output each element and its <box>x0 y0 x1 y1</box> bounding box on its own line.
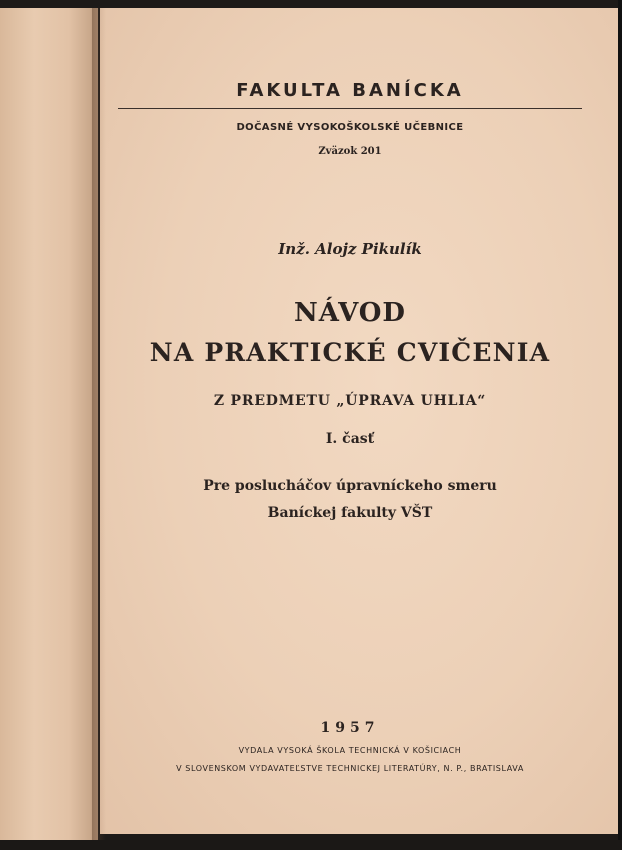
series-name: DOČASNÉ VYSOKOŠKOLSKÉ UČEBNICE <box>236 122 464 133</box>
faculty-heading: FAKULTA BANÍCKA <box>236 80 464 101</box>
book-title-line-2: NA PRAKTICKÉ CVIČENIA <box>149 338 551 367</box>
publisher-line-1: VYDALA VYSOKÁ ŠKOLA TECHNICKÁ V KOŠICIACH <box>238 746 462 755</box>
scan-border-right <box>618 0 622 850</box>
page-gutter-shadow <box>92 8 106 840</box>
book-title-line-1: NÁVOD <box>294 298 406 328</box>
scan-border-bottom <box>0 840 622 850</box>
publication-year: 1957 <box>320 720 380 736</box>
volume-number: Zväzok 201 <box>318 146 382 157</box>
author-name: Inž. Alojz Pikulík <box>278 240 422 258</box>
part-label: I. časť <box>325 431 375 447</box>
audience-line-2: Baníckej fakulty VŠT <box>267 505 433 521</box>
subject-line: Z PREDMETU „ÚPRAVA UHLIA“ <box>213 393 487 409</box>
book-spine-edge <box>0 8 98 840</box>
heading-divider <box>118 108 582 109</box>
publisher-line-2: V SLOVENSKOM VYDAVATEĽSTVE TECHNICKEJ LITERATÚRY, N. P., BRATISLAVA <box>176 764 524 773</box>
audience-line-1: Pre poslucháčov úpravníckeho smeru <box>203 478 497 494</box>
